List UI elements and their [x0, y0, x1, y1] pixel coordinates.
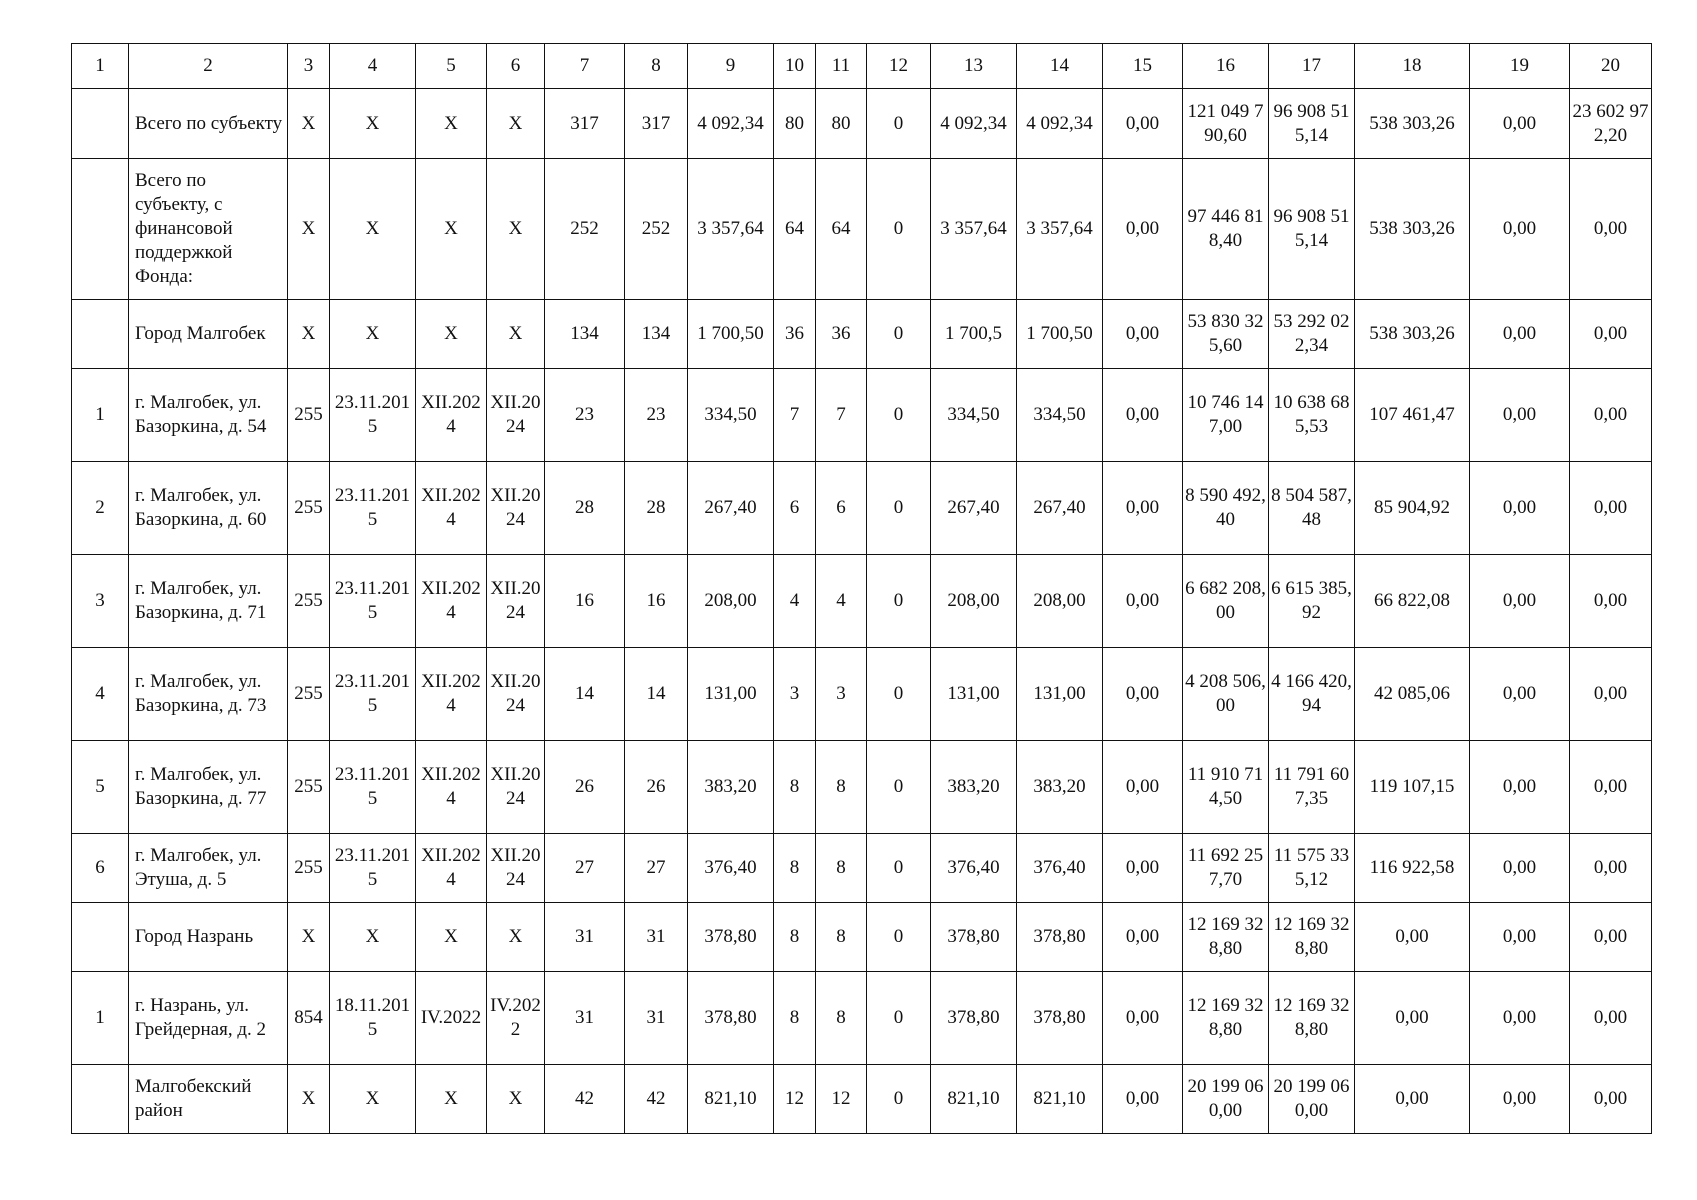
- table-cell: 0,00: [1570, 834, 1652, 903]
- table-cell: 36: [816, 300, 867, 369]
- table-cell: 134: [625, 300, 688, 369]
- table-cell: X: [416, 1065, 487, 1134]
- table-cell: X: [487, 159, 545, 300]
- table-cell: 28: [625, 462, 688, 555]
- table-cell: 12 169 328,80: [1183, 972, 1269, 1065]
- table-cell: 96 908 515,14: [1269, 159, 1355, 300]
- table-cell: 0,00: [1470, 300, 1570, 369]
- table-cell: 27: [545, 834, 625, 903]
- table-cell: 0: [867, 89, 931, 159]
- table-cell: 0: [867, 834, 931, 903]
- table-cell: 6: [774, 462, 816, 555]
- table-cell: 0,00: [1570, 903, 1652, 972]
- table-cell: 8: [816, 972, 867, 1065]
- table-cell: 8: [774, 903, 816, 972]
- document-page: [71, 43, 1652, 1134]
- table-cell: 16: [625, 555, 688, 648]
- table-cell: 66 822,08: [1355, 555, 1470, 648]
- address-cell: г. Малгобек, ул. Базоркина, д. 73: [129, 648, 288, 741]
- table-cell: 80: [774, 89, 816, 159]
- table-cell: 64: [774, 159, 816, 300]
- table-cell: 255: [288, 648, 330, 741]
- table-cell: 0,00: [1470, 648, 1570, 741]
- table-cell: 538 303,26: [1355, 300, 1470, 369]
- table-cell: 96 908 515,14: [1269, 89, 1355, 159]
- table-cell: 23: [545, 369, 625, 462]
- table-cell: XII.2024: [416, 834, 487, 903]
- table-cell: 12 169 328,80: [1183, 903, 1269, 972]
- header-cell: 3: [288, 44, 330, 89]
- table-cell: 8: [816, 903, 867, 972]
- table-cell: 131,00: [931, 648, 1017, 741]
- table-cell: 1 700,50: [688, 300, 774, 369]
- address-cell: Всего по субъекту: [129, 89, 288, 159]
- table-cell: XII.2024: [416, 648, 487, 741]
- table-cell: X: [288, 159, 330, 300]
- table-cell: 334,50: [1017, 369, 1103, 462]
- header-cell: 17: [1269, 44, 1355, 89]
- table-cell: 36: [774, 300, 816, 369]
- table-cell: 0,00: [1570, 555, 1652, 648]
- table-cell: XII.2024: [487, 741, 545, 834]
- table-cell: 252: [545, 159, 625, 300]
- table-cell: 208,00: [1017, 555, 1103, 648]
- table-cell: 53 292 022,34: [1269, 300, 1355, 369]
- table-cell: 4 166 420,94: [1269, 648, 1355, 741]
- table-cell: 7: [816, 369, 867, 462]
- table-cell: 0,00: [1103, 555, 1183, 648]
- table-cell: 267,40: [688, 462, 774, 555]
- table-cell: 12 169 328,80: [1269, 972, 1355, 1065]
- table-cell: 64: [816, 159, 867, 300]
- table-cell: 8: [774, 834, 816, 903]
- table-cell: 6 682 208,00: [1183, 555, 1269, 648]
- table-cell: 0,00: [1570, 462, 1652, 555]
- table-cell: 0,00: [1103, 741, 1183, 834]
- table-cell: 317: [545, 89, 625, 159]
- table-cell: 23.11.2015: [330, 648, 416, 741]
- table-cell: 12: [774, 1065, 816, 1134]
- table-cell: 0,00: [1470, 741, 1570, 834]
- table-cell: 10 746 147,00: [1183, 369, 1269, 462]
- table-cell: XII.2024: [487, 462, 545, 555]
- table-cell: 0: [867, 369, 931, 462]
- table-cell: 42 085,06: [1355, 648, 1470, 741]
- header-row: [72, 44, 1652, 89]
- table-cell: 0: [867, 972, 931, 1065]
- table-cell: 0,00: [1570, 369, 1652, 462]
- table-cell: 821,10: [1017, 1065, 1103, 1134]
- table-row: [72, 159, 1652, 300]
- table-cell: XII.2024: [416, 741, 487, 834]
- table-cell: 0,00: [1570, 159, 1652, 300]
- table-cell: 53 830 325,60: [1183, 300, 1269, 369]
- table-cell: 134: [545, 300, 625, 369]
- table-cell: 0,00: [1103, 834, 1183, 903]
- header-cell: 10: [774, 44, 816, 89]
- table-cell: 12: [816, 1065, 867, 1134]
- table-cell: 4: [774, 555, 816, 648]
- table-cell: 0: [867, 159, 931, 300]
- table-cell: 821,10: [931, 1065, 1017, 1134]
- table-cell: [72, 903, 129, 972]
- table-cell: 0,00: [1103, 648, 1183, 741]
- table-row: [72, 462, 1652, 555]
- table-cell: 8 590 492,40: [1183, 462, 1269, 555]
- table-cell: IV.2022: [487, 972, 545, 1065]
- table-cell: 20 199 060,00: [1183, 1065, 1269, 1134]
- table-cell: 4 092,34: [688, 89, 774, 159]
- table-cell: 23 602 972,20: [1570, 89, 1652, 159]
- table-cell: 0: [867, 1065, 931, 1134]
- table-cell: 23.11.2015: [330, 462, 416, 555]
- table-cell: X: [330, 903, 416, 972]
- table-cell: 11 575 335,12: [1269, 834, 1355, 903]
- table-cell: X: [416, 159, 487, 300]
- header-cell: 11: [816, 44, 867, 89]
- table-cell: 538 303,26: [1355, 159, 1470, 300]
- table-cell: 821,10: [688, 1065, 774, 1134]
- table-cell: 538 303,26: [1355, 89, 1470, 159]
- table-cell: 26: [625, 741, 688, 834]
- table-cell: 23.11.2015: [330, 369, 416, 462]
- table-cell: 26: [545, 741, 625, 834]
- header-cell: 12: [867, 44, 931, 89]
- table-cell: 383,20: [1017, 741, 1103, 834]
- table-cell: X: [288, 1065, 330, 1134]
- table-cell: 3: [774, 648, 816, 741]
- table-cell: [72, 89, 129, 159]
- address-cell: г. Назрань, ул. Грейдерная, д. 2: [129, 972, 288, 1065]
- table-cell: X: [416, 89, 487, 159]
- table-cell: 4 092,34: [931, 89, 1017, 159]
- table-cell: X: [330, 300, 416, 369]
- table-cell: 8: [774, 741, 816, 834]
- table-cell: IV.2022: [416, 972, 487, 1065]
- table-cell: [72, 300, 129, 369]
- table-cell: 8: [816, 834, 867, 903]
- table-cell: 378,80: [688, 903, 774, 972]
- table-cell: 0,00: [1470, 555, 1570, 648]
- table-cell: 5: [72, 741, 129, 834]
- table-cell: 85 904,92: [1355, 462, 1470, 555]
- table-cell: XII.2024: [487, 555, 545, 648]
- table-cell: 255: [288, 834, 330, 903]
- table-row: [72, 369, 1652, 462]
- table-cell: 107 461,47: [1355, 369, 1470, 462]
- table-row: [72, 1065, 1652, 1134]
- header-cell: 19: [1470, 44, 1570, 89]
- table-cell: 31: [625, 972, 688, 1065]
- table-body: [72, 44, 1652, 1134]
- table-cell: 80: [816, 89, 867, 159]
- table-cell: XII.2024: [416, 462, 487, 555]
- table-cell: 0,00: [1103, 159, 1183, 300]
- address-cell: Город Малгобек: [129, 300, 288, 369]
- table-cell: 8 504 587,48: [1269, 462, 1355, 555]
- table-cell: 0: [867, 462, 931, 555]
- table-cell: X: [330, 89, 416, 159]
- table-cell: 119 107,15: [1355, 741, 1470, 834]
- table-cell: 23.11.2015: [330, 741, 416, 834]
- table-cell: 0,00: [1570, 300, 1652, 369]
- table-cell: 0: [867, 300, 931, 369]
- table-cell: 378,80: [931, 903, 1017, 972]
- table-cell: 1: [72, 369, 129, 462]
- table-cell: 14: [625, 648, 688, 741]
- table-cell: 0: [867, 648, 931, 741]
- table-cell: X: [288, 903, 330, 972]
- table-cell: 255: [288, 369, 330, 462]
- table-cell: XII.2024: [416, 369, 487, 462]
- table-cell: 383,20: [688, 741, 774, 834]
- table-cell: X: [330, 159, 416, 300]
- table-cell: XII.2024: [487, 369, 545, 462]
- table-cell: 11 910 714,50: [1183, 741, 1269, 834]
- table-cell: 0,00: [1470, 1065, 1570, 1134]
- table-row: [72, 648, 1652, 741]
- table-cell: 255: [288, 555, 330, 648]
- table-cell: 4 092,34: [1017, 89, 1103, 159]
- table-cell: 6: [816, 462, 867, 555]
- table-cell: 6: [72, 834, 129, 903]
- header-cell: 4: [330, 44, 416, 89]
- table-cell: 255: [288, 462, 330, 555]
- table-cell: 23.11.2015: [330, 555, 416, 648]
- header-cell: 16: [1183, 44, 1269, 89]
- table-cell: 42: [545, 1065, 625, 1134]
- table-cell: 376,40: [931, 834, 1017, 903]
- table-cell: 116 922,58: [1355, 834, 1470, 903]
- header-cell: 8: [625, 44, 688, 89]
- address-cell: Малгобекский район: [129, 1065, 288, 1134]
- table-row: [72, 555, 1652, 648]
- table-cell: X: [416, 300, 487, 369]
- header-cell: 2: [129, 44, 288, 89]
- table-cell: 0,00: [1103, 462, 1183, 555]
- table-cell: X: [288, 300, 330, 369]
- table-cell: 18.11.2015: [330, 972, 416, 1065]
- table-cell: 0,00: [1470, 972, 1570, 1065]
- table-cell: 23.11.2015: [330, 834, 416, 903]
- table-cell: 11 692 257,70: [1183, 834, 1269, 903]
- table-cell: 23: [625, 369, 688, 462]
- table-cell: 3 357,64: [1017, 159, 1103, 300]
- header-cell: 13: [931, 44, 1017, 89]
- table-cell: 7: [774, 369, 816, 462]
- table-cell: XII.2024: [416, 555, 487, 648]
- table-cell: 334,50: [931, 369, 1017, 462]
- table-cell: 854: [288, 972, 330, 1065]
- table-row: [72, 972, 1652, 1065]
- table-cell: 0,00: [1570, 1065, 1652, 1134]
- table-cell: 252: [625, 159, 688, 300]
- table-cell: X: [487, 89, 545, 159]
- table-cell: 378,80: [1017, 903, 1103, 972]
- table-cell: 0: [867, 903, 931, 972]
- table-row: [72, 903, 1652, 972]
- table-cell: 12 169 328,80: [1269, 903, 1355, 972]
- table-cell: 131,00: [688, 648, 774, 741]
- table-cell: 0,00: [1103, 89, 1183, 159]
- address-cell: г. Малгобек, ул. Базоркина, д. 54: [129, 369, 288, 462]
- table-cell: X: [416, 903, 487, 972]
- table-cell: 14: [545, 648, 625, 741]
- table-cell: 8: [816, 741, 867, 834]
- table-cell: 255: [288, 741, 330, 834]
- table-cell: 376,40: [688, 834, 774, 903]
- table-cell: 0,00: [1103, 1065, 1183, 1134]
- header-cell: 18: [1355, 44, 1470, 89]
- table-cell: 267,40: [1017, 462, 1103, 555]
- address-cell: Город Назрань: [129, 903, 288, 972]
- address-cell: г. Малгобек, ул. Этуша, д. 5: [129, 834, 288, 903]
- table-cell: 0: [867, 741, 931, 834]
- table-cell: 4 208 506,00: [1183, 648, 1269, 741]
- table-cell: 378,80: [688, 972, 774, 1065]
- table-cell: 267,40: [931, 462, 1017, 555]
- table-cell: 0,00: [1470, 462, 1570, 555]
- address-cell: г. Малгобек, ул. Базоркина, д. 77: [129, 741, 288, 834]
- table-cell: 0,00: [1470, 903, 1570, 972]
- table-cell: 16: [545, 555, 625, 648]
- table-row: [72, 89, 1652, 159]
- table-cell: 0: [867, 555, 931, 648]
- table-cell: 0,00: [1470, 369, 1570, 462]
- header-cell: 6: [487, 44, 545, 89]
- table-cell: 208,00: [931, 555, 1017, 648]
- header-cell: 7: [545, 44, 625, 89]
- table-cell: 0,00: [1470, 834, 1570, 903]
- table-cell: 131,00: [1017, 648, 1103, 741]
- table-cell: 4: [816, 555, 867, 648]
- table-cell: X: [288, 89, 330, 159]
- table-cell: XII.2024: [487, 834, 545, 903]
- table-cell: X: [487, 903, 545, 972]
- table-cell: 383,20: [931, 741, 1017, 834]
- table-cell: [72, 159, 129, 300]
- table-cell: 27: [625, 834, 688, 903]
- table-cell: 3: [72, 555, 129, 648]
- table-cell: 376,40: [1017, 834, 1103, 903]
- header-cell: 14: [1017, 44, 1103, 89]
- table-cell: 8: [774, 972, 816, 1065]
- table-cell: 1: [72, 972, 129, 1065]
- table-cell: 3 357,64: [688, 159, 774, 300]
- table-cell: 334,50: [688, 369, 774, 462]
- header-cell: 20: [1570, 44, 1652, 89]
- table-cell: 0,00: [1355, 903, 1470, 972]
- data-table: [71, 43, 1652, 1134]
- table-cell: X: [487, 300, 545, 369]
- table-cell: 97 446 818,40: [1183, 159, 1269, 300]
- table-cell: X: [487, 1065, 545, 1134]
- header-cell: 9: [688, 44, 774, 89]
- table-cell: X: [330, 1065, 416, 1134]
- table-cell: 0,00: [1570, 972, 1652, 1065]
- table-cell: 0,00: [1570, 741, 1652, 834]
- table-cell: 1 700,5: [931, 300, 1017, 369]
- table-cell: 10 638 685,53: [1269, 369, 1355, 462]
- table-cell: 4: [72, 648, 129, 741]
- table-cell: 0,00: [1103, 369, 1183, 462]
- table-cell: 31: [545, 903, 625, 972]
- table-cell: 0,00: [1470, 159, 1570, 300]
- table-cell: 31: [545, 972, 625, 1065]
- table-cell: [72, 1065, 129, 1134]
- table-cell: 6 615 385,92: [1269, 555, 1355, 648]
- table-cell: 0,00: [1570, 648, 1652, 741]
- table-cell: 317: [625, 89, 688, 159]
- header-cell: 1: [72, 44, 129, 89]
- table-cell: 3: [816, 648, 867, 741]
- table-cell: 378,80: [931, 972, 1017, 1065]
- table-cell: 28: [545, 462, 625, 555]
- table-cell: 121 049 790,60: [1183, 89, 1269, 159]
- table-cell: 1 700,50: [1017, 300, 1103, 369]
- table-cell: 0,00: [1355, 1065, 1470, 1134]
- address-cell: Всего по субъекту, с финансовой поддержкой Фонда:: [129, 159, 288, 300]
- table-cell: XII.2024: [487, 648, 545, 741]
- table-cell: 3 357,64: [931, 159, 1017, 300]
- address-cell: г. Малгобек, ул. Базоркина, д. 60: [129, 462, 288, 555]
- table-cell: 0,00: [1103, 903, 1183, 972]
- table-cell: 20 199 060,00: [1269, 1065, 1355, 1134]
- table-cell: 0,00: [1470, 89, 1570, 159]
- table-cell: 208,00: [688, 555, 774, 648]
- table-cell: 31: [625, 903, 688, 972]
- address-cell: г. Малгобек, ул. Базоркина, д. 71: [129, 555, 288, 648]
- table-cell: 0,00: [1355, 972, 1470, 1065]
- table-cell: 42: [625, 1065, 688, 1134]
- header-cell: 5: [416, 44, 487, 89]
- table-cell: 11 791 607,35: [1269, 741, 1355, 834]
- table-row: [72, 300, 1652, 369]
- table-cell: 0,00: [1103, 972, 1183, 1065]
- table-cell: 2: [72, 462, 129, 555]
- table-cell: 0,00: [1103, 300, 1183, 369]
- table-cell: 378,80: [1017, 972, 1103, 1065]
- header-cell: 15: [1103, 44, 1183, 89]
- table-row: [72, 834, 1652, 903]
- table-row: [72, 741, 1652, 834]
